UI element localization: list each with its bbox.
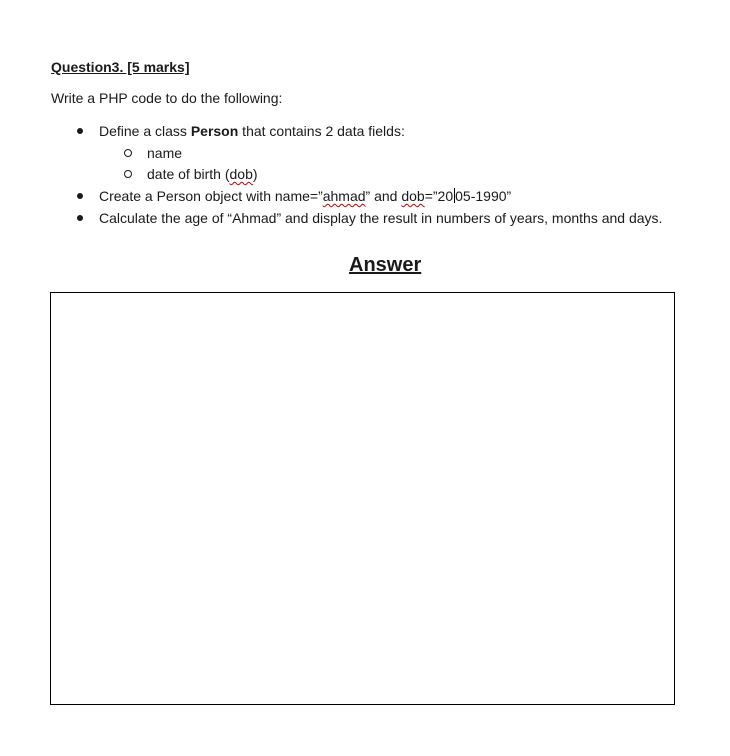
sub-item-text: ) xyxy=(252,166,258,182)
sub-item-text: name xyxy=(147,145,183,161)
bullet-create-object xyxy=(99,186,511,207)
sub-item-dob xyxy=(147,164,258,185)
bullet-text: ” and xyxy=(365,188,402,204)
bullet-text: that contains 2 data fields: xyxy=(238,123,405,139)
question-heading: Question3. [5 marks] xyxy=(51,59,190,75)
bullet-calculate-age xyxy=(99,208,664,229)
question-intro: Write a PHP code to do the following: xyxy=(51,90,283,106)
sub-item-name xyxy=(147,143,182,164)
bullet-text: Calculate the age of “Ahmad” and display the result in numbers of years, months and days. xyxy=(99,210,663,226)
bullet-text: Create a Person object with name=” xyxy=(99,188,323,204)
spellcheck-word: dob xyxy=(401,188,425,204)
bullet-define-class xyxy=(99,121,405,142)
spellcheck-word: ahmad xyxy=(322,188,366,204)
spellcheck-word: dob xyxy=(229,166,253,182)
bullet-text: Define a class xyxy=(99,123,191,139)
class-name: Person xyxy=(190,123,239,139)
bullet-text: 05-1990” xyxy=(455,188,512,204)
sub-item-text: date of birth ( xyxy=(147,166,230,182)
answer-title: Answer xyxy=(349,254,422,276)
bullet-text: =”20 xyxy=(424,188,454,204)
answer-box[interactable] xyxy=(50,292,675,705)
